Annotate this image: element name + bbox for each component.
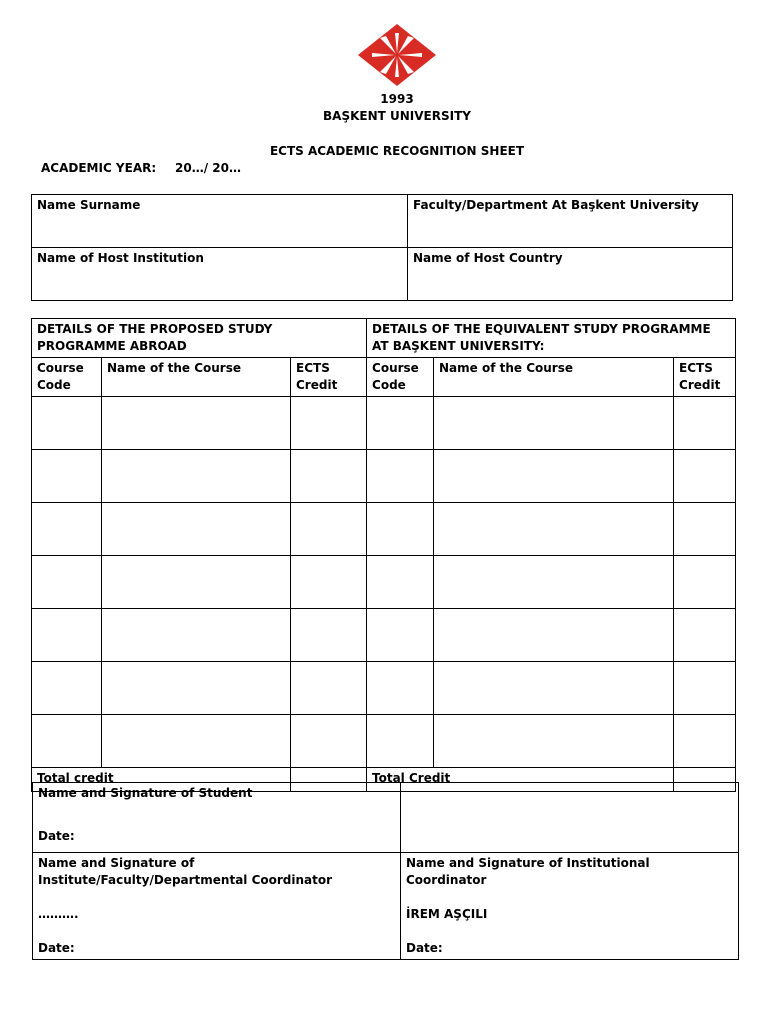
course-cell[interactable] [434,662,674,715]
course-cell[interactable] [367,397,434,450]
course-row [32,397,736,450]
col-course-name: Name of the Course [102,358,291,397]
course-cell[interactable] [674,556,736,609]
course-cell[interactable] [32,715,102,768]
left-total-credit-label: Total credit [32,768,291,792]
course-cell[interactable] [291,503,367,556]
course-cell[interactable] [367,503,434,556]
course-cell[interactable] [434,397,674,450]
course-row [32,556,736,609]
signatures-table [32,782,739,960]
founding-year: 1993 [380,92,414,106]
col-course-code: Course Code [367,358,434,397]
departmental-coordinator-cell[interactable] [33,853,401,960]
departmental-coordinator-placeholder: ………. [38,907,79,921]
equivalent-programme-header: DETAILS OF THE EQUIVALENT STUDY PROGRAMME AT BAŞKENT UNIVERSITY: [367,319,736,358]
course-row [32,715,736,768]
university-name: BAŞKENT UNIVERSITY [323,109,471,123]
empty-signature-cell[interactable] [401,783,739,853]
departmental-coordinator-label: Name and Signature of Institute/Faculty/Departmental Coordinator [38,856,333,887]
course-cell[interactable] [102,556,291,609]
course-cell[interactable] [32,556,102,609]
course-cell[interactable] [367,662,434,715]
university-logo [358,24,436,86]
student-date-label: Date: [38,829,75,843]
course-row [32,450,736,503]
course-cell[interactable] [674,397,736,450]
institutional-coordinator-date-label: Date: [406,941,443,955]
course-row [32,662,736,715]
host-institution-field[interactable]: Name of Host Institution [32,248,408,301]
course-cell[interactable] [291,609,367,662]
name-surname-field[interactable]: Name Surname [32,195,408,248]
course-cell[interactable] [291,450,367,503]
institutional-coordinator-name: İREM AŞÇILI [406,907,488,921]
page-title: ECTS ACADEMIC RECOGNITION SHEET [269,144,525,158]
course-cell[interactable] [102,662,291,715]
course-cell[interactable] [32,397,102,450]
right-total-credit-label: Total Credit [367,768,674,792]
col-course-name: Name of the Course [434,358,674,397]
course-cell[interactable] [434,503,674,556]
course-cell[interactable] [32,662,102,715]
col-course-code: Course Code [32,358,102,397]
course-cell[interactable] [291,662,367,715]
faculty-department-field[interactable]: Faculty/Department At Başkent University [408,195,733,248]
student-signature-cell[interactable] [33,783,401,853]
col-ects-credit: ECTS Credit [674,358,736,397]
student-info-table [31,194,733,301]
course-cell[interactable] [367,556,434,609]
course-cell[interactable] [32,450,102,503]
institutional-coordinator-cell[interactable] [401,853,739,960]
course-cell[interactable] [674,662,736,715]
proposed-programme-header: DETAILS OF THE PROPOSED STUDY PROGRAMME ABROAD [32,319,367,358]
course-cell[interactable] [674,609,736,662]
course-cell[interactable] [674,503,736,556]
course-cell[interactable] [102,397,291,450]
course-cell[interactable] [434,609,674,662]
academic-year-label: ACADEMIC YEAR: [41,161,157,175]
courses-table [31,318,736,792]
course-cell[interactable] [291,556,367,609]
academic-year-value: 20…/ 20… [175,161,241,175]
course-cell[interactable] [434,556,674,609]
course-cell[interactable] [367,609,434,662]
course-cell[interactable] [434,450,674,503]
course-cell[interactable] [674,450,736,503]
host-country-field[interactable]: Name of Host Country [408,248,733,301]
course-cell[interactable] [291,397,367,450]
course-cell[interactable] [674,715,736,768]
col-ects-credit: ECTS Credit [291,358,367,397]
course-cell[interactable] [102,715,291,768]
course-row [32,609,736,662]
course-cell[interactable] [291,715,367,768]
departmental-coordinator-date-label: Date: [38,941,75,955]
course-cell[interactable] [367,715,434,768]
course-cell[interactable] [32,503,102,556]
course-cell[interactable] [102,609,291,662]
course-cell[interactable] [32,609,102,662]
course-cell[interactable] [367,450,434,503]
course-cell[interactable] [102,503,291,556]
course-cell[interactable] [434,715,674,768]
course-cell[interactable] [102,450,291,503]
student-signature-label: Name and Signature of Student [38,786,253,800]
institutional-coordinator-label: Name and Signature of Institutional Coordinator [406,856,650,887]
course-row [32,503,736,556]
